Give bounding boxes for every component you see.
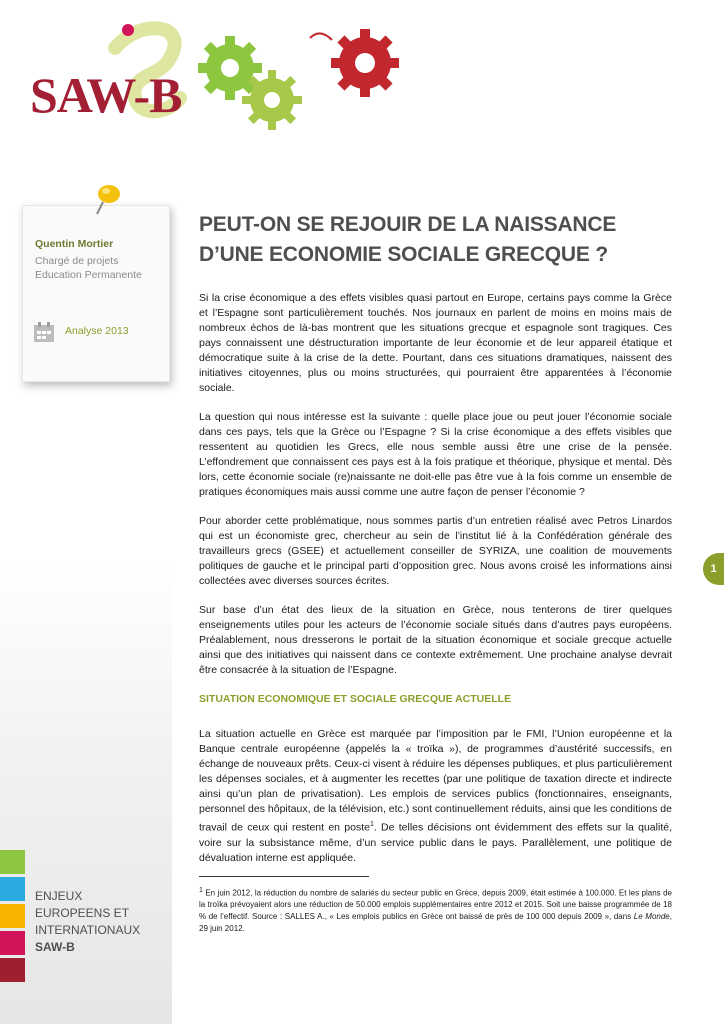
footnote-number: 1: [199, 886, 203, 894]
paragraph: Pour aborder cette problématique, nous sommes partis d’un entretien réalisé avec Petros Linardos qui est un économiste grec, chercheur au sein de l’institut lié à la Confédération générale des travailleurs grecs (GSEE) et actuellement conseiller de SYRIZA, une coalition de mouvements politiques de gauche et le principal parti d’opposition grec. Nous avons croisé les informations ainsi collectées avec diverses sources écrites.: [199, 515, 672, 587]
saw-b-logo: [20, 18, 440, 148]
calendar-icon: [33, 321, 55, 343]
footnote-divider: [199, 876, 369, 877]
push-pin-icon: [85, 178, 125, 220]
series-line: INTERNATIONAUX: [35, 923, 141, 937]
series-brand: SAW-B: [35, 940, 75, 954]
color-bar: [0, 931, 25, 955]
paragraph-text: . De telles décisions ont évidemment des effets sur la qualité, voire sur la subsistance même, d’un service public dans le pays. Parallèlement, une politique de dévaluation interne est appliquée.: [199, 821, 672, 864]
paragraph: Si la crise économique a des effets visibles quasi partout en Europe, certains pays comme la Grèce et l’Espagne sont particulièrement touchés. Nos journaux en parlent de moins en moins mais de nombreux échos de là-bas montrent que les situations grecque et espagnole sont tragiques. Ces pays connaissent une déstructuration importante de leur économie et de leur appareil étatique et démocratique suite à la crise de la dette. Pourtant, dans ces situations dramatiques, naissent des initiatives citoyennes, plus ou moins structurées, qui pourraient être apparentées à l’économie sociale.: [199, 292, 672, 394]
footnote: [199, 885, 672, 936]
author-role-line: Chargé de projets: [35, 255, 119, 267]
author-note-card: [22, 205, 170, 382]
page-title: [199, 210, 639, 270]
footnote-publication: Le Monde: [633, 912, 670, 922]
article-body: [199, 291, 672, 949]
author-role: [35, 254, 142, 282]
paragraph: Sur base d’un état des lieux de la situation en Grèce, nous tenterons de tirer quelques enseignements utiles pour les acteurs de l’économie sociale situés dans d’autres pays européens. Préalablement, nous dresserons le portait de la situation économique et sociale grecque actuelle ainsi que des initiatives qui naissent dans ce contexte extrêmement. Une prochaine analyse devrait être consacrée à la situation de l’Espagne.: [199, 604, 672, 676]
author-role-line: Education Permanente: [35, 269, 142, 281]
footnote-reference[interactable]: 1: [369, 821, 374, 828]
title-line: D’UNE ECONOMIE SOCIALE GRECQUE ?: [199, 243, 608, 266]
color-bar: [0, 877, 25, 901]
logo-text: SAW-B: [30, 67, 182, 123]
series-label: [35, 888, 140, 956]
paragraph: [199, 727, 672, 866]
title-line: PEUT-ON SE REJOUIR DE LA NAISSANCE: [199, 213, 617, 236]
page-number: 1: [703, 553, 724, 585]
color-bar: [0, 958, 25, 982]
series-line: EUROPEENS ET: [35, 906, 130, 920]
paragraph-text: La situation actuelle en Grèce est marquée par l’imposition par le FMI, l’Union européenne et la Banque centrale européenne (appelés la « troïka »), de programmes d’austérité successifs, en échange de nouveaux prêts. Ceux-ci visent à réduire les dépenses publiques, et plus particulièrement les dépenses sociales, et à augmenter les recettes (par une politique de taxation directe et indirecte ainsi qu’un plan de privatisation). Les emplois de services publics (fonctionnaires, enseignants, personnel des hôpitaux, de la télévision, etc.) sont continuellement réduits, ainsi que les conditions de travail de ceux qui restent en poste: [199, 728, 672, 834]
footnote-text: En juin 2012, la réduction du nombre de salariés du secteur public en Grèce, depuis 2009, était estimée à 100.000. Et les plans de la troïka prévoyaient alors une réduction de 50.000 emplois supplémentaires entre 2012 et 2015. Soit une baisse programmée de 18 % de l’effectif. Source : SALLES A., « Les emplois publics en Grèce ont baissé de près de 100 000 depuis 2009 », dans: [199, 888, 672, 922]
paragraph: La question qui nous intéresse est la suivante : quelle place joue ou peut jouer l’économie sociale dans ces pays, tels que la Grèce ou l’Espagne ? Si la crise économique a des effets visibles que ressentent au quotidien les Grecs, elle nous semble aussi être une crise de la pensée. L’effondrement que connaissent ces pays est à la fois pratique et théorique, physique et mental. Dès lors, cette économie sociale (re)naissante ne doit-elle pas être vue à la fois comme un ensemble de pratiques économiques mais aussi comme une autre façon de penser l’économie ?: [199, 411, 672, 498]
section-heading: SITUATION ECONOMIQUE ET SOCIALE GRECQUE ACTUELLE: [199, 693, 512, 705]
footnote-text: , 29 juin 2012.: [199, 912, 672, 934]
series-line: ENJEUX: [35, 889, 83, 903]
author-name: Quentin Mortier: [35, 238, 114, 250]
color-bar: [0, 850, 25, 874]
color-bar: [0, 904, 25, 928]
analysis-year-label: Analyse 2013: [65, 325, 129, 337]
